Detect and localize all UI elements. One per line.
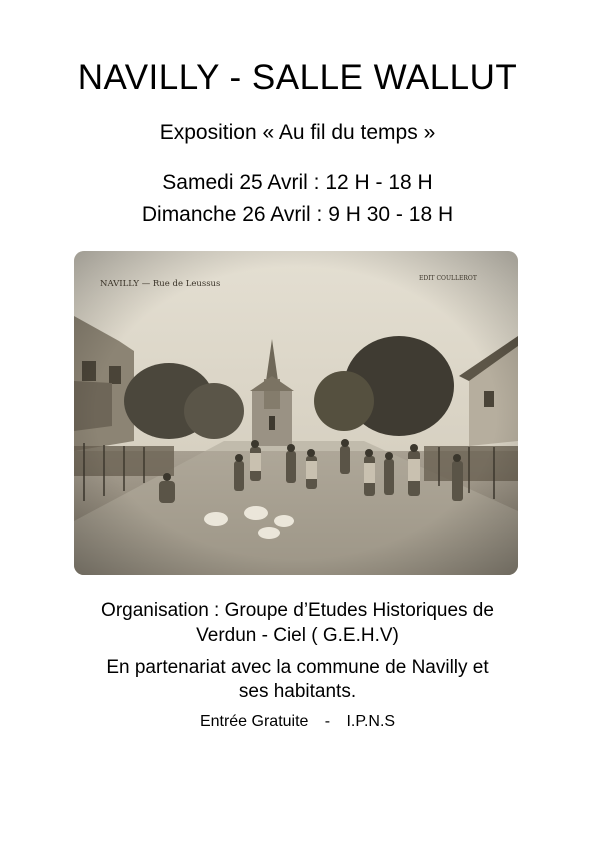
exhibition-subtitle: Exposition « Au fil du temps » [159, 121, 436, 144]
postcard-publisher: EDIT COULLEROT [419, 275, 477, 282]
partnership-line-2: ses habitants. [238, 681, 357, 702]
schedule-sunday: Dimanche 26 Avril : 9 H 30 - 18 H [141, 203, 454, 226]
free-entry-label: Entrée Gratuite [199, 713, 309, 730]
footer-line [0, 713, 595, 731]
organisation-line-2: Verdun - Ciel ( G.E.H.V) [196, 625, 399, 646]
poster-title: NAVILLY - SALLE WALLUT [77, 58, 518, 97]
ipns-label: I.P.N.S [346, 713, 396, 730]
vintage-postcard-photo [74, 251, 518, 575]
schedule-saturday: Samedi 25 Avril : 12 H - 18 H [162, 171, 433, 194]
partnership-line-1: En partenariat avec la commune de Navilly et [106, 657, 489, 678]
organisation-line-1: Organisation : Groupe d’Etudes Historiques de [101, 600, 494, 621]
postcard-caption: NAVILLY — Rue de Leussus [100, 279, 221, 289]
footer-separator: - [324, 713, 331, 730]
